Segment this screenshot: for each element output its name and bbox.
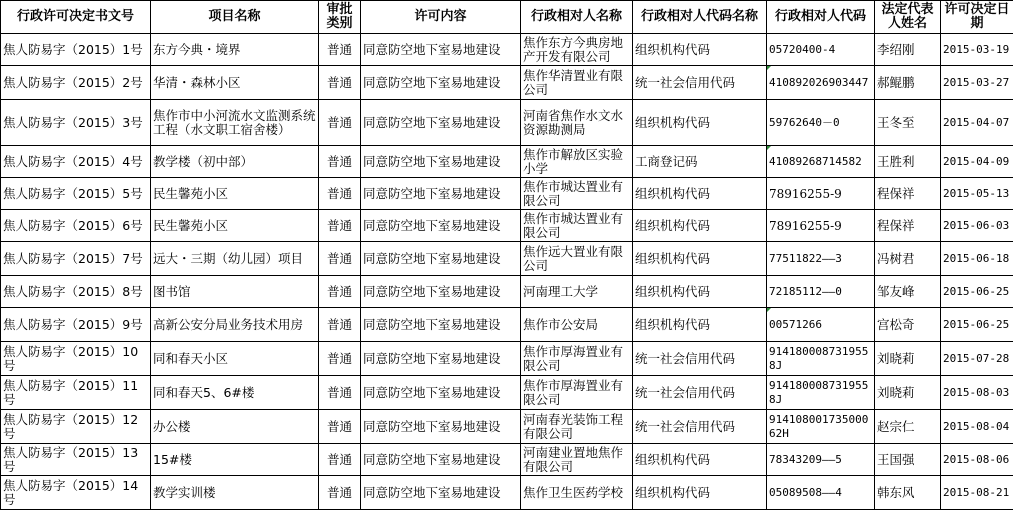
cell-type: 普通 [319, 410, 361, 444]
cell-code: 05720400-4 [767, 34, 875, 66]
header-content: 许可内容 [361, 1, 521, 34]
header-code: 行政相对人代码 [767, 1, 875, 34]
cell-code-name: 组织机构代码 [633, 100, 767, 146]
cell-code: 914108001735000 62H [767, 410, 875, 444]
cell-date: 2015-08-06 [941, 444, 1013, 476]
table-row [1, 376, 1013, 410]
cell-org: 焦作市厚海置业有限公司 [521, 376, 633, 410]
cell-date: 2015-04-07 [941, 100, 1013, 146]
cell-code: 05089508——4 [767, 476, 875, 510]
cell-code: 9141800087319558J [767, 376, 875, 410]
cell-type: 普通 [319, 178, 361, 210]
cell-doc: 焦人防易字（2015）6号 [1, 210, 151, 242]
cell-doc: 焦人防易字（2015）2号 [1, 66, 151, 100]
cell-content: 同意防空地下室易地建设 [361, 444, 521, 476]
cell-rep: 刘晓莉 [875, 342, 941, 376]
cell-date: 2015-07-28 [941, 342, 1013, 376]
cell-org: 焦作市城达置业有限公司 [521, 210, 633, 242]
table-row [1, 146, 1013, 178]
cell-code-name: 工商登记码 [633, 146, 767, 178]
cell-code: 41089268714582 [767, 146, 875, 178]
cell-type: 普通 [319, 376, 361, 410]
cell-project: 同和春天5、6#楼 [151, 376, 319, 410]
cell-rep: 赵宗仁 [875, 410, 941, 444]
cell-project: 民生馨苑小区 [151, 210, 319, 242]
cell-code-name: 组织机构代码 [633, 276, 767, 308]
cell-org: 焦作远大置业有限公司 [521, 242, 633, 276]
cell-date: 2015-06-18 [941, 242, 1013, 276]
cell-rep: 冯树君 [875, 242, 941, 276]
cell-project: 教学楼（初中部） [151, 146, 319, 178]
cell-doc: 焦人防易字（2015）4号 [1, 146, 151, 178]
cell-org: 河南春光装饰工程有限公司 [521, 410, 633, 444]
cell-doc: 焦人防易字（2015）7号 [1, 242, 151, 276]
cell-doc: 焦人防易字（2015）8号 [1, 276, 151, 308]
cell-rep: 李绍刚 [875, 34, 941, 66]
cell-code: 77511822——3 [767, 242, 875, 276]
cell-rep: 郝鲲鹏 [875, 66, 941, 100]
cell-rep: 王胜利 [875, 146, 941, 178]
cell-project: 民生馨苑小区 [151, 178, 319, 210]
cell-doc: 焦人防易字（2015）3号 [1, 100, 151, 146]
cell-code-name: 组织机构代码 [633, 210, 767, 242]
cell-content: 同意防空地下室易地建设 [361, 410, 521, 444]
cell-project: 高新公安分局业务技术用房 [151, 308, 319, 342]
table-row [1, 476, 1013, 510]
cell-type: 普通 [319, 308, 361, 342]
cell-code: 78916255-9 [767, 178, 875, 210]
table-row [1, 178, 1013, 210]
cell-date: 2015-03-19 [941, 34, 1013, 66]
cell-date: 2015-08-03 [941, 376, 1013, 410]
cell-date: 2015-06-25 [941, 308, 1013, 342]
cell-type: 普通 [319, 34, 361, 66]
table-row [1, 342, 1013, 376]
cell-code: 78916255-9 [767, 210, 875, 242]
cell-code: 410892026903447 [767, 66, 875, 100]
table-row [1, 100, 1013, 146]
cell-code: 78343209——5 [767, 444, 875, 476]
cell-code-name: 组织机构代码 [633, 444, 767, 476]
cell-date: 2015-08-21 [941, 476, 1013, 510]
cell-content: 同意防空地下室易地建设 [361, 476, 521, 510]
cell-code: 00571266 [767, 308, 875, 342]
cell-code-name: 统一社会信用代码 [633, 66, 767, 100]
cell-code: 59762640－0 [767, 100, 875, 146]
cell-doc: 焦人防易字（2015）5号 [1, 178, 151, 210]
cell-doc: 焦人防易字（2015）14号 [1, 476, 151, 510]
cell-code: 9141800087319558J [767, 342, 875, 376]
cell-doc: 焦人防易字（2015）10号 [1, 342, 151, 376]
cell-org: 河南省焦作水文水资源勘测局 [521, 100, 633, 146]
cell-type: 普通 [319, 100, 361, 146]
table-row [1, 444, 1013, 476]
cell-org: 焦作卫生医药学校 [521, 476, 633, 510]
cell-date: 2015-08-04 [941, 410, 1013, 444]
header-org: 行政相对人名称 [521, 1, 633, 34]
cell-date: 2015-04-09 [941, 146, 1013, 178]
table-row [1, 410, 1013, 444]
cell-doc: 焦人防易字（2015）1号 [1, 34, 151, 66]
cell-content: 同意防空地下室易地建设 [361, 66, 521, 100]
cell-project: 图书馆 [151, 276, 319, 308]
cell-content: 同意防空地下室易地建设 [361, 276, 521, 308]
cell-code-name: 组织机构代码 [633, 34, 767, 66]
cell-code-name: 统一社会信用代码 [633, 410, 767, 444]
cell-date: 2015-05-13 [941, 178, 1013, 210]
cell-project: 远大・三期（幼儿园）项目 [151, 242, 319, 276]
cell-project: 华清・森林小区 [151, 66, 319, 100]
cell-rep: 韩东风 [875, 476, 941, 510]
cell-code-name: 统一社会信用代码 [633, 376, 767, 410]
cell-org: 焦作东方今典房地产开发有限公司 [521, 34, 633, 66]
cell-org: 焦作市解放区实验小学 [521, 146, 633, 178]
cell-content: 同意防空地下室易地建设 [361, 308, 521, 342]
cell-content: 同意防空地下室易地建设 [361, 100, 521, 146]
cell-date: 2015-06-03 [941, 210, 1013, 242]
cell-rep: 宫松奇 [875, 308, 941, 342]
header-project: 项目名称 [151, 1, 319, 34]
cell-project: 东方今典・境界 [151, 34, 319, 66]
cell-content: 同意防空地下室易地建设 [361, 34, 521, 66]
cell-rep: 邹友峰 [875, 276, 941, 308]
cell-type: 普通 [319, 476, 361, 510]
cell-org: 焦作华清置业有限公司 [521, 66, 633, 100]
cell-doc: 焦人防易字（2015）12号 [1, 410, 151, 444]
cell-code-name: 组织机构代码 [633, 178, 767, 210]
cell-org: 焦作市厚海置业有限公司 [521, 342, 633, 376]
table-row [1, 276, 1013, 308]
cell-project: 同和春天小区 [151, 342, 319, 376]
cell-org: 河南理工大学 [521, 276, 633, 308]
cell-type: 普通 [319, 444, 361, 476]
cell-rep: 王冬至 [875, 100, 941, 146]
cell-doc: 焦人防易字（2015）9号 [1, 308, 151, 342]
cell-type: 普通 [319, 146, 361, 178]
cell-doc: 焦人防易字（2015）13号 [1, 444, 151, 476]
cell-code-name: 统一社会信用代码 [633, 342, 767, 376]
cell-org: 河南建业置地焦作有限公司 [521, 444, 633, 476]
header-rep: 法定代表人姓名 [875, 1, 941, 34]
cell-type: 普通 [319, 66, 361, 100]
cell-project: 焦作市中小河流水文监测系统工程（水文职工宿舍楼） [151, 100, 319, 146]
cell-rep: 刘晓莉 [875, 376, 941, 410]
cell-type: 普通 [319, 242, 361, 276]
cell-code-name: 组织机构代码 [633, 308, 767, 342]
cell-date: 2015-06-25 [941, 276, 1013, 308]
cell-doc: 焦人防易字（2015）11号 [1, 376, 151, 410]
cell-content: 同意防空地下室易地建设 [361, 376, 521, 410]
cell-project: 办公楼 [151, 410, 319, 444]
cell-type: 普通 [319, 276, 361, 308]
cell-content: 同意防空地下室易地建设 [361, 342, 521, 376]
cell-type: 普通 [319, 210, 361, 242]
cell-org: 焦作市城达置业有限公司 [521, 178, 633, 210]
cell-date: 2015-03-27 [941, 66, 1013, 100]
cell-code-name: 组织机构代码 [633, 476, 767, 510]
header-type: 审批类别 [319, 1, 361, 34]
table-row [1, 242, 1013, 276]
table-row [1, 210, 1013, 242]
cell-org: 焦作市公安局 [521, 308, 633, 342]
cell-content: 同意防空地下室易地建设 [361, 146, 521, 178]
table-row [1, 66, 1013, 100]
cell-project: 15#楼 [151, 444, 319, 476]
table-row [1, 34, 1013, 66]
cell-content: 同意防空地下室易地建设 [361, 210, 521, 242]
header-row [1, 1, 1013, 34]
cell-rep: 王国强 [875, 444, 941, 476]
table-body [1, 34, 1013, 510]
header-date: 许可决定日期 [941, 1, 1013, 34]
header-code-name: 行政相对人代码名称 [633, 1, 767, 34]
cell-code: 72185112——0 [767, 276, 875, 308]
cell-rep: 程保祥 [875, 178, 941, 210]
cell-content: 同意防空地下室易地建设 [361, 242, 521, 276]
cell-content: 同意防空地下室易地建设 [361, 178, 521, 210]
cell-type: 普通 [319, 342, 361, 376]
cell-project: 教学实训楼 [151, 476, 319, 510]
cell-rep: 程保祥 [875, 210, 941, 242]
cell-code-name: 组织机构代码 [633, 242, 767, 276]
header-doc: 行政许可决定书文号 [1, 1, 151, 34]
table-row [1, 308, 1013, 342]
